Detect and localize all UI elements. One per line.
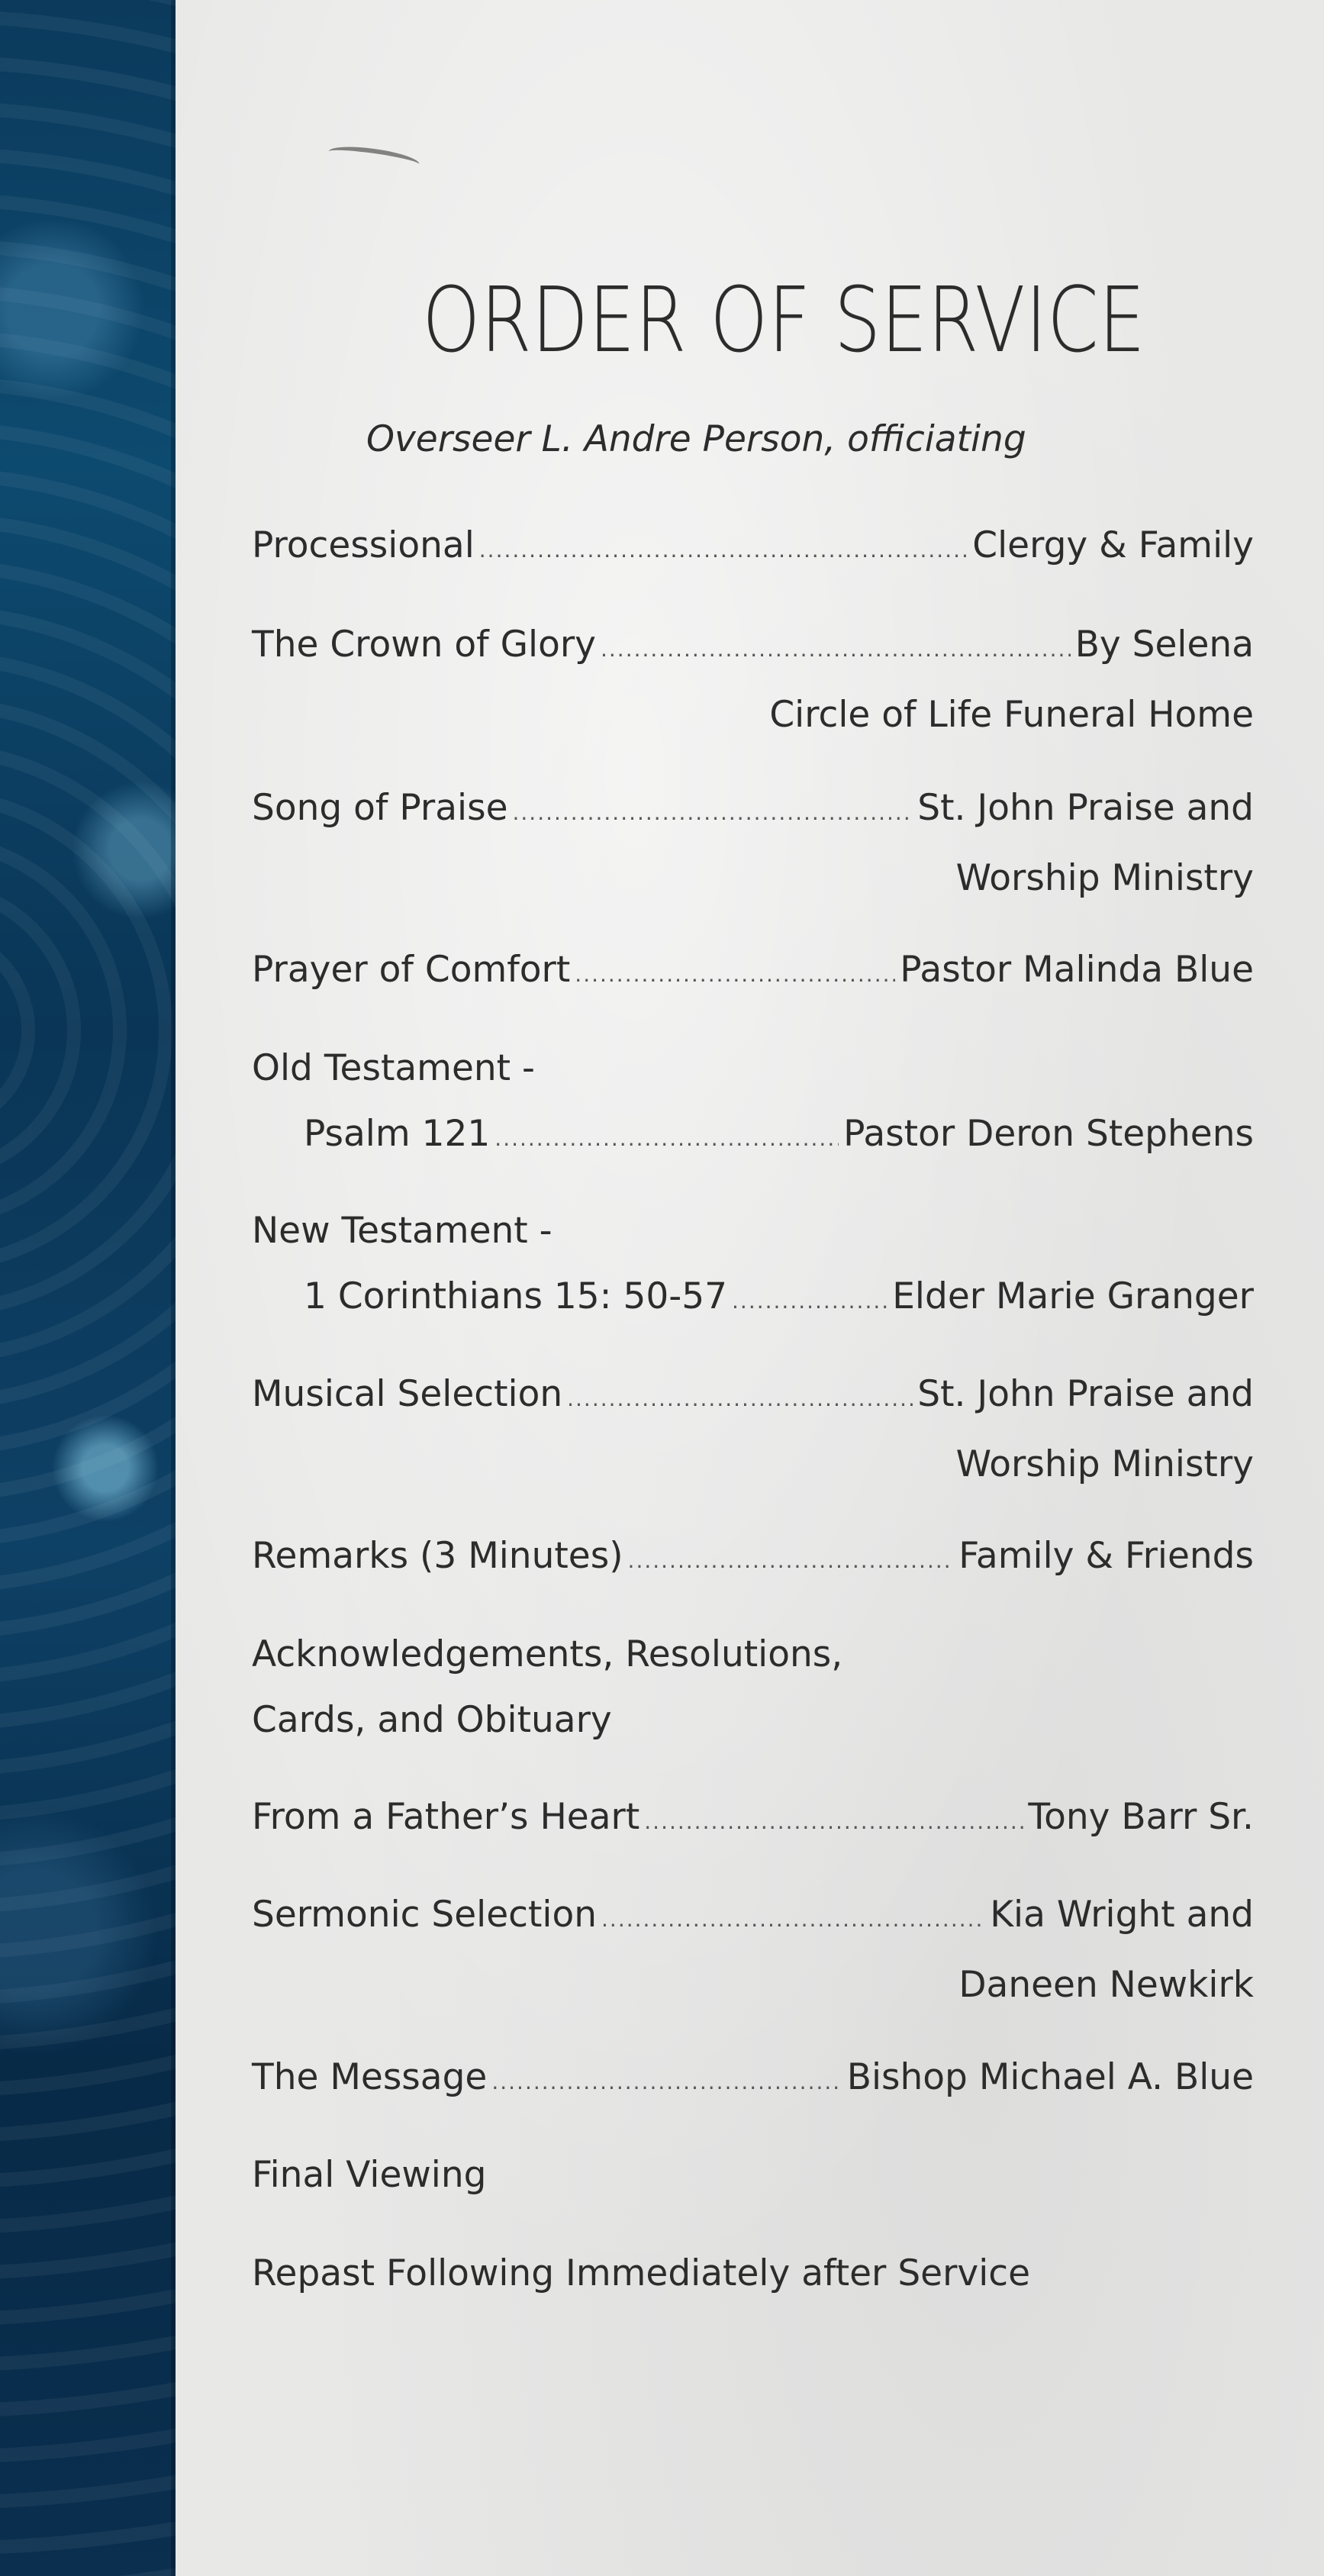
dot-leader — [601, 617, 1071, 682]
dot-leader — [513, 780, 913, 846]
item-participant: St. John Praise and — [917, 787, 1254, 829]
dot-leader — [644, 1789, 1023, 1855]
service-item-prayer-of-comfort — [252, 937, 1254, 1008]
item-label: Old Testament - — [252, 1047, 535, 1089]
dot-leader — [491, 2049, 842, 2115]
item-participant-continued: Circle of Life Funeral Home — [769, 694, 1254, 736]
item-sublabel: Psalm 121 — [304, 1113, 491, 1155]
dot-leader — [479, 517, 968, 583]
item-participant: Family & Friends — [958, 1535, 1254, 1577]
service-item-repast — [252, 2241, 1254, 2307]
item-label: Musical Selection — [252, 1373, 563, 1415]
item-label: From a Father’s Heart — [252, 1796, 640, 1838]
service-item-musical-selection — [252, 1362, 1254, 1498]
item-participant: Pastor Deron Stephens — [843, 1113, 1254, 1155]
item-participant: By Selena — [1074, 624, 1254, 666]
service-item-fathers-heart — [252, 1785, 1254, 1855]
dot-leader — [628, 1528, 955, 1594]
service-item-old-testament — [252, 1036, 1254, 1172]
page-title: ORDER OF SERVICE — [422, 267, 1145, 372]
item-participant-continued: Daneen Newkirk — [958, 1964, 1254, 2006]
item-label: Prayer of Comfort — [252, 949, 571, 991]
item-participant: Elder Marie Granger — [892, 1275, 1254, 1317]
dot-leader — [567, 1366, 913, 1432]
dot-leader — [732, 1269, 887, 1334]
item-participant-continued: Worship Ministry — [955, 1443, 1254, 1485]
item-label-continued: Cards, and Obituary — [252, 1699, 612, 1741]
item-participant: St. John Praise and — [917, 1373, 1254, 1415]
item-participant: Bishop Michael A. Blue — [846, 2056, 1254, 2098]
service-item-processional — [252, 513, 1254, 583]
item-participant: Kia Wright and — [990, 1894, 1254, 1936]
item-sublabel: 1 Corinthians 15: 50-57 — [304, 1275, 728, 1317]
service-item-song-of-praise — [252, 775, 1254, 911]
item-label: Remarks (3 Minutes) — [252, 1535, 623, 1577]
officiant-line: Overseer L. Andre Person, officiating — [366, 418, 1026, 460]
service-item-acknowledgements — [252, 1622, 1254, 1753]
item-participant: Tony Barr Sr. — [1028, 1796, 1254, 1838]
dot-leader — [601, 1887, 985, 1952]
item-label: Processional — [252, 524, 475, 566]
item-label: Repast Following Immediately after Service — [252, 2252, 1031, 2294]
service-item-final-viewing — [252, 2142, 1254, 2208]
service-item-remarks — [252, 1523, 1254, 1594]
dot-leader — [494, 1106, 839, 1172]
item-participant: Clergy & Family — [972, 524, 1254, 566]
item-label: The Crown of Glory — [252, 624, 596, 666]
decorative-blue-strip — [0, 0, 176, 2576]
service-item-sermonic-selection — [252, 1882, 1254, 2018]
item-label: The Message — [252, 2056, 488, 2098]
item-participant-continued: Worship Ministry — [955, 857, 1254, 899]
service-item-new-testament — [252, 1198, 1254, 1334]
service-item-the-message — [252, 2045, 1254, 2115]
item-label: Acknowledgements, Resolutions, — [252, 1633, 843, 1675]
item-participant: Pastor Malinda Blue — [900, 949, 1254, 991]
item-label: Song of Praise — [252, 787, 508, 829]
dot-leader — [575, 942, 895, 1008]
service-item-crown-of-glory — [252, 612, 1254, 748]
item-label: Sermonic Selection — [252, 1894, 598, 1936]
item-label: New Testament - — [252, 1210, 552, 1252]
item-label: Final Viewing — [252, 2154, 487, 2196]
